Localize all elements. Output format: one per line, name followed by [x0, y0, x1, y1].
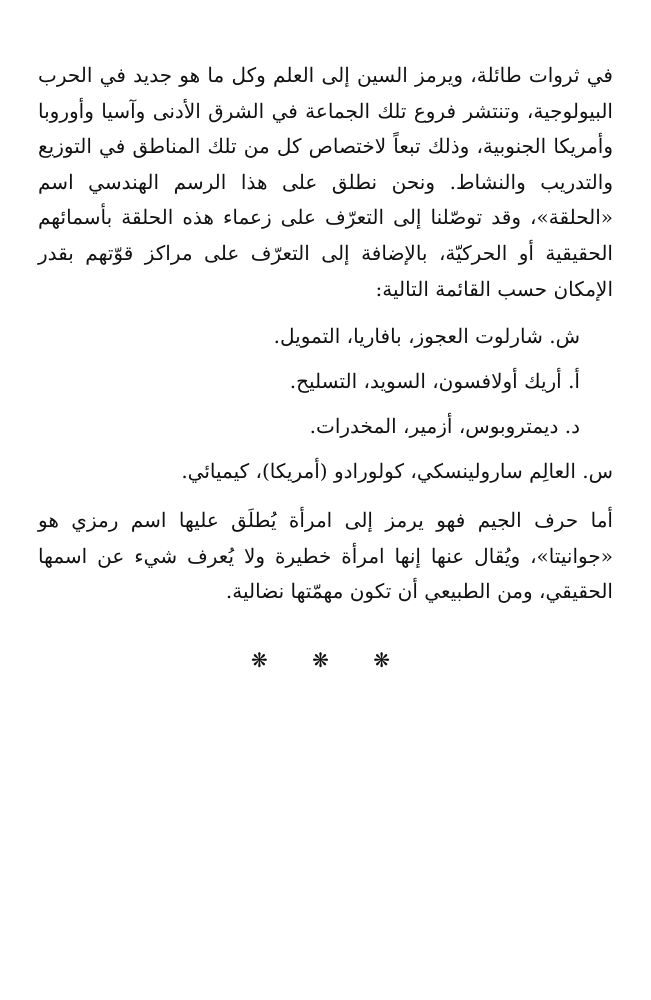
- asterism-star-icon: ❋: [312, 647, 339, 672]
- section-separator: [38, 648, 613, 672]
- list-item: س. العالِم سارولينسكي، كولورادو (أمريكا)، كيميائي.: [181, 459, 613, 484]
- book-page: [38, 58, 613, 672]
- list-item: أ. أريك أولافسون، السويد، التسليح.: [289, 369, 580, 394]
- leaders-list: [38, 323, 613, 484]
- list-item: ش. شارلوت العجوز، بافاريا، التمويل.: [273, 324, 580, 349]
- paragraph-jim: أما حرف الجيم فهو يرمز إلى امرأة يُطلَق عليها اسم رمزي هو «جوانيتا»، ويُقال عنها إنها امرأة خطيرة ولا يُعرف شيء عن اسمها الحقيقي، ومن الطبيعي أن تكون مهمّتها نضالية.: [38, 508, 613, 604]
- paragraph-intro: في ثروات طائلة، ويرمز السين إلى العلم وكل ما هو جديد في الحرب البيولوجية، وتنتشر فروع تلك الجماعة في الشرق الأدنى وآسيا وأوروبا وأمريكا الجنوبية، وذلك تبعاً لاختصاص كل من تلك المناطق في التوزيع والتدريب والنشاط. ونحن نطلق على هذا الرسم الهندسي اسم «الحلقة»، وقد توصّلنا إلى التعرّف على زعماء هذه الحلقة بأسمائهم الحقيقية أو الحركيّة، بالإضافة إلى التعرّف على مراكز قوّتهم بقدر الإمكان حسب القائمة التالية:: [38, 63, 613, 301]
- asterism-star-icon: ❋: [373, 647, 400, 672]
- asterism-star-icon: ❋: [250, 647, 278, 672]
- list-item: د. ديمتروبوس، أزمير، المخدرات.: [309, 414, 580, 439]
